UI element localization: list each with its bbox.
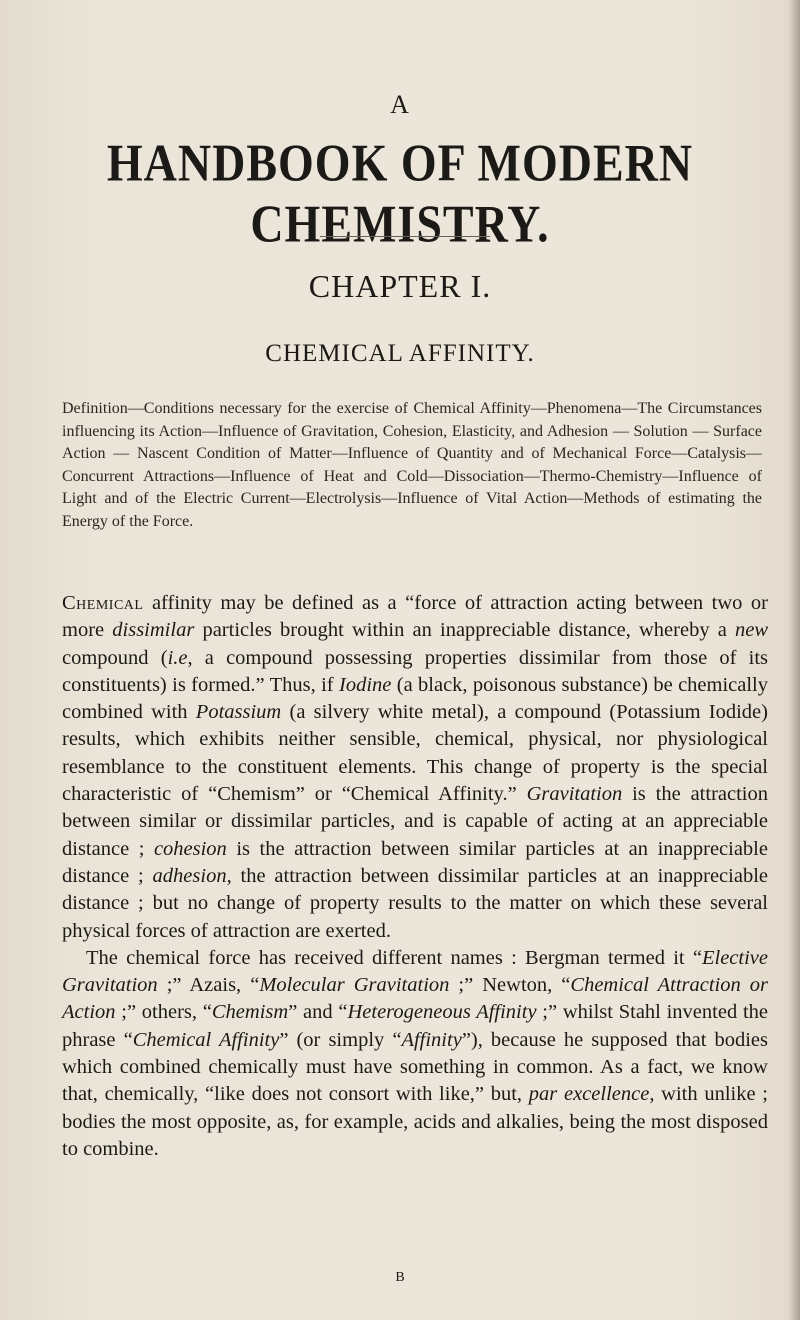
text-run: ” and “ [288,1001,348,1024]
text-run: ;” whilst Stahl invented the phrase “ [62,1001,768,1051]
emphasis: dissimilar [112,619,195,642]
emphasis: Elective Gravitation [62,946,768,997]
emphasis: Affinity [401,1028,462,1051]
chapter-synopsis: Definition—Conditions necessary for the exercise of Chemical Affinity—Phenomena—The Circumstances influencing its Action—Influence of Gravitation, Cohesion, Elasticity, and Adhesion — Solution — Surface Action — Nascent Condition of Matter—Influence of Quantity and of Mechanical Force—Catalysis—Concurrent Attractions—Influence of Heat and Cold—Dissociation—Thermo-Chemistry—Influence of Light and of the Electric Current—Electrolysis—Influence of Vital Action—Methods of estimating the Energy of the Force. [62,400,762,530]
book-title: HANDBOOK OF MODERN CHEMISTRY. [106,133,694,253]
emphasis: Potassium [195,701,282,724]
chapter-heading: CHAPTER I. [308,268,492,304]
chapter-subject: CHEMICAL AFFINITY. [265,340,535,367]
body-text [62,590,768,1163]
text-run: ”), because he supposed that bodies which combined chemically must have something in common. As a fact, we know that, chemically, “like does not consort with like,” but, [62,1028,769,1106]
emphasis: Molecular Gravitation [259,974,450,997]
emphasis: Chemical Attraction or Action [62,974,769,1024]
text-run: ;” Newton, “ [449,974,571,997]
text-run: (a silvery white metal), a compound (Potassium Iodide) results, which exhibits neither sensible, chemical, physical, nor physiological resemblance to the constituent elements. This change of property is the special characteristic of “Chemism” or “Chemical Affinity.” [62,701,768,806]
signature-mark: B [395,1270,405,1285]
paragraph-1 [62,590,768,945]
text-run: is the attraction between similar particles at an inappreciable distance ; [62,837,768,887]
text-run: the attraction between dissimilar particles at an inappreciable distance ; but no change of property results to the matter on which these several physical forces of attraction are exerted. [62,864,768,942]
text-run: , a compound possessing properties dissimilar from those of its constituents) is formed.” Thus, if [62,646,768,696]
text-run: affinity may be defined as a “force of attraction acting between two or more [62,592,768,642]
emphasis: Gravitation [526,783,623,806]
emphasis: Chemism [211,1001,289,1024]
paragraph-2 [62,945,768,1163]
emphasis: new [734,619,769,642]
emphasis: cohesion [153,837,227,860]
lead-word: Chemical [62,592,144,614]
text-run: particles brought within an inappreciable distance, whereby a [194,619,735,642]
text-run: compound ( [62,646,168,669]
text-run: is the attraction between similar or dissimilar particles, and is capable of acting at an appreciable distance ; [62,783,768,860]
text-run: ” (or simply “ [279,1028,402,1051]
emphasis: Heterogeneous Affinity [347,1001,537,1024]
title-article: A [390,90,410,119]
text-run: ;” Azais, “ [157,974,260,997]
emphasis: adhesion, [152,864,232,887]
title-divider [320,236,490,237]
text-run: with unlike ; bodies the most opposite, as, for example, acids and alkalies, being the most disposed to combine. [62,1083,769,1160]
text-run: The chemical force has received different names : Bergman termed it “ [86,946,702,969]
text-run: (a black, poisonous substance) be chemically combined with [62,673,768,724]
emphasis: Chemical Affinity [132,1028,280,1051]
emphasis: i.e [167,646,188,669]
emphasis: Iodine [339,673,392,696]
text-run: ;” others, “ [115,1001,212,1024]
emphasis: par excellence, [528,1083,655,1106]
